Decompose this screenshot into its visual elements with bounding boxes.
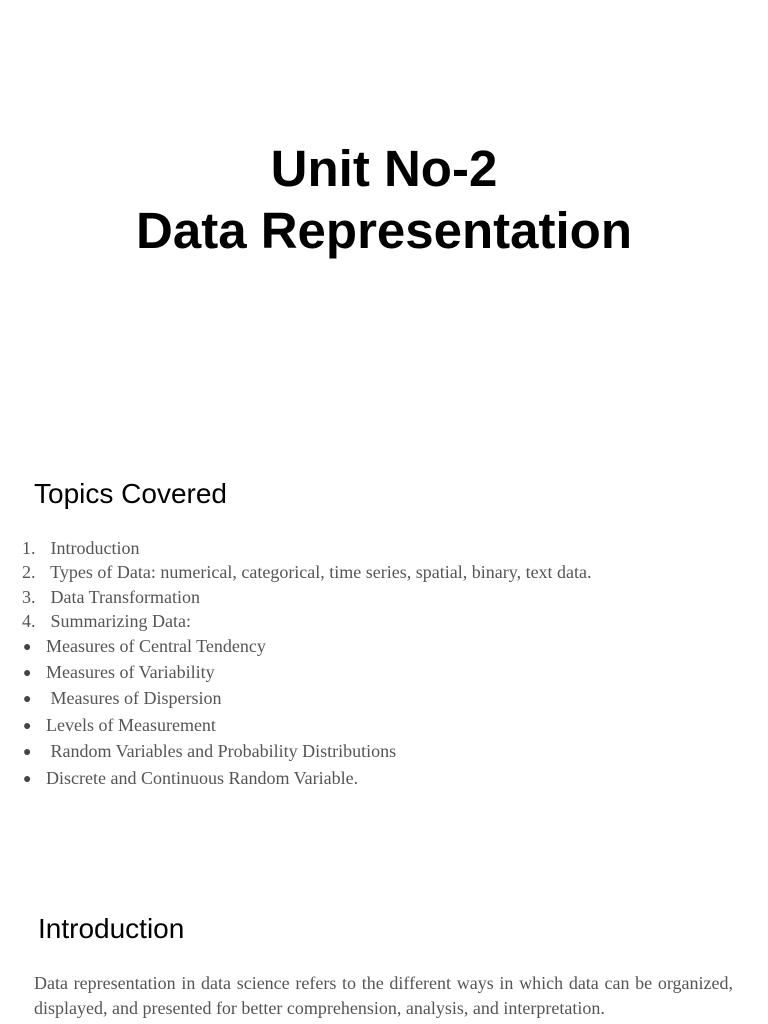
list-item-text: Measures of Dispersion	[46, 688, 222, 709]
list-item-text: Introduction	[46, 538, 140, 558]
topics-list	[22, 536, 592, 792]
bullet-icon: ●	[23, 771, 32, 787]
list-item-text: Data Transformation	[46, 586, 200, 607]
list-item	[22, 560, 592, 584]
list-item	[22, 686, 592, 712]
list-item	[22, 766, 592, 792]
bullet-icon: ●	[23, 745, 32, 761]
list-number: 3.	[22, 586, 36, 607]
list-item	[22, 536, 592, 560]
list-number: 1.	[22, 538, 36, 558]
page-title	[0, 138, 768, 262]
bullet-icon: ●	[23, 718, 32, 734]
introduction-heading: Introduction	[38, 913, 185, 944]
list-item-text: Measures of Variability	[46, 662, 215, 683]
list-number: 4.	[22, 611, 36, 632]
bullet-icon: ●	[23, 692, 32, 708]
list-item	[22, 585, 592, 609]
list-item	[22, 739, 592, 765]
list-item	[22, 660, 592, 686]
list-number: 2.	[22, 562, 36, 583]
list-item-text: Random Variables and Probability Distributions	[46, 741, 397, 762]
introduction-paragraph: Data representation in data science refers to the different ways in which data can be organized, displayed, and presented for better comprehension, analysis, and interpretation.	[34, 973, 733, 1018]
list-item-text: Measures of Central Tendency	[46, 635, 266, 656]
list-item-text: Levels of Measurement	[46, 714, 216, 735]
list-item-text: Summarizing Data:	[46, 611, 191, 632]
bullet-icon: ●	[23, 666, 32, 682]
list-item	[22, 634, 592, 660]
list-item	[22, 713, 592, 739]
list-item-text: Discrete and Continuous Random Variable.	[46, 767, 359, 788]
topics-heading: Topics Covered	[34, 478, 227, 509]
list-item-text: Types of Data: numerical, categorical, time series, spatial, binary, text data.	[46, 562, 592, 583]
list-item	[22, 609, 592, 633]
title-line-subject: Data Representation	[136, 202, 632, 260]
bullet-icon: ●	[23, 639, 32, 655]
title-line-unit: Unit No-2	[270, 140, 498, 198]
